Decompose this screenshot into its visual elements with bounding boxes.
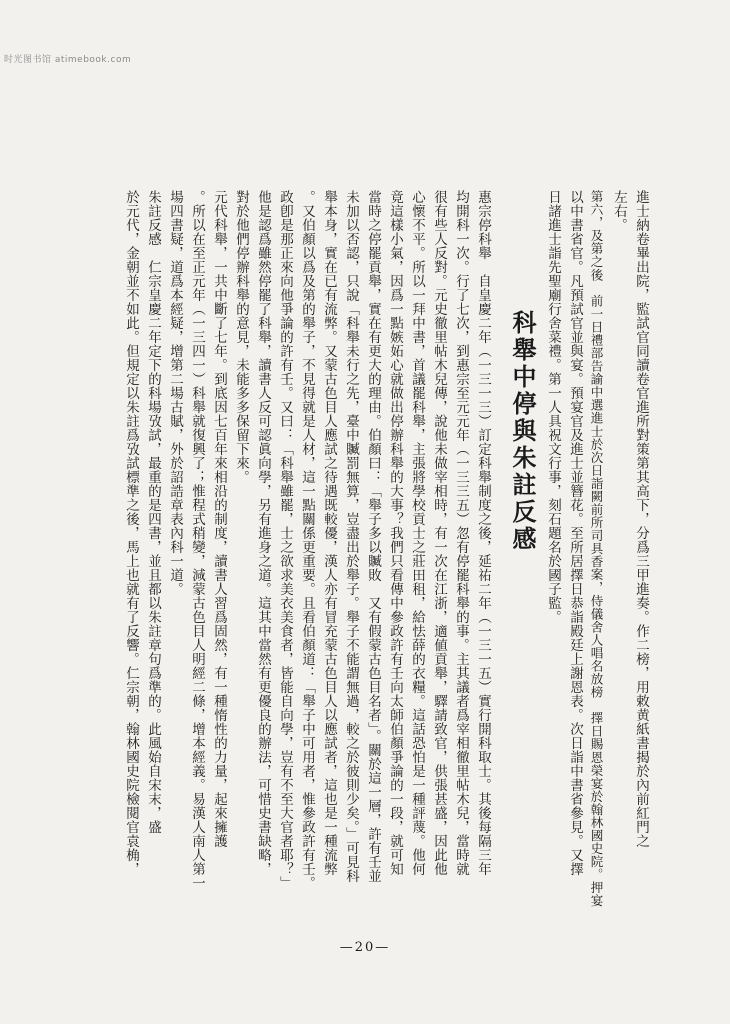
text-column-upper-1: 進士納卷畢出院，監試官同讀卷官進所對策第其高下，分爲三甲進奏。作二榜，用敕黄紙書揭於內前紅門之 <box>633 190 649 848</box>
text-column-lower-12: 對於他們停辦科舉的意見，未能多多保留下來。 <box>233 190 249 484</box>
text-column-lower-4: 心懷不平。所以一拜中書，首議罷科舉，主張將學校貢士之莊田租，給怯薛的衣糧。這話恐怕是一種評蔑。他何 <box>409 190 425 876</box>
page-number: —20— <box>339 940 391 955</box>
text-column-lower-8: 舉本身，實在已有流弊。又蒙古色目人應試之待遇既較優，漢人亦有冒充蒙古色目人以應試者，這也是一種流弊 <box>321 190 337 876</box>
text-column-lower-15: 場四書疑，道爲本經疑，增第二場古賦，外於詔誥章表內科一道。 <box>167 190 183 596</box>
section-title: 科舉中停與朱註反感 <box>508 310 537 553</box>
text-column-upper-5: 日諸進士詣先聖廟行舍菜禮。第一人具祝文行事，刻石題名於國子監。 <box>545 190 561 624</box>
text-column-lower-6: 當時之停罷貢舉，實在有更大的理由。伯顏曰：「舉子多以贓敗 又有假蒙古色目名者」。關於這一層，許有壬並 <box>365 190 381 884</box>
text-column-lower-5: 竟這樣小氣，因爲一點嫉妬心就做出停辦科舉的大事？我們只看傳中參政許有壬向太師伯顏爭論的一段，就可知 <box>387 190 403 876</box>
document-page <box>90 190 650 920</box>
text-column-lower-13: 元代科舉，一共中斷了七年。到底因七百年來相沿的制度，讀書人習爲固然，有一種惰性的力量，起來擁護 <box>211 190 227 848</box>
text-column-lower-2: 均開科一次。行了七次，到惠宗至元元年（一三三五）忽有停罷科舉的事。主其議者爲宰相徹里帖木兒，當時就 <box>453 190 469 876</box>
text-column-lower-3: 很有些人反對。元史徹里帖木兒傳，說他未做宰相時，有一次在江浙，適値貢舉，驛請致官，供張甚盛，因此他 <box>431 190 447 876</box>
text-column-lower-11: 他是認爲雖然停罷了科舉，讀書人反可認眞向學，另有進身之道。這其中當然有更優良的辦法，可惜史書缺略， <box>255 190 271 876</box>
text-column-upper-4: 以中書省官。凡預試官並與宴。預宴官及進士並簪花。至所居擇日恭詣殿廷上謝恩表。次日詣中書省參見。又擇 <box>567 190 583 876</box>
text-column-lower-14: 。所以在至正元年（一三四一）科舉就復興了；惟程式稍變，減蒙古色目人明經二條，增本經義。易漢人南人第一 <box>189 190 205 890</box>
watermark: 时光图书馆 atimebook.com <box>4 55 132 65</box>
text-column-upper-3: 第六，及第之後 前一日禮部告諭中選進士於次日詣闕前所司具香案，侍儀舍人唱名放榜 擇日賜恩榮宴於翰林國史院。押宴 <box>589 190 604 908</box>
text-column-lower-1: 惠宗停科舉 自皇慶二年（一三一三）訂定科舉制度之後，延祐二年（一三一五）實行開科取士。其後每隔三年 <box>475 190 491 876</box>
text-column-lower-10: 政卽是那正來向他爭論的許有壬。又曰：「科舉雖罷，士之欲求美衣美食者，皆能自向學，豈有不至大官者耶？」 <box>277 190 293 890</box>
text-column-upper-2: 左右。 <box>611 190 627 232</box>
text-column-lower-17: 於元代，金朝並不如此。但規定以朱註爲攷試標準之後，馬上也就有了反響。仁宗朝，翰林國史院檢閱官袁桷， <box>123 190 139 876</box>
text-column-lower-7: 未加以否認，只說「科舉未行之先，臺中贓罰無算，豈盡出於舉子。舉子不能謂無過，較之於彼則少矣。」可見科 <box>343 190 359 884</box>
text-column-lower-9: 。又伯顏以爲及第的舉子，不見得就是人材，這一點關係更重要。且看伯顏道：「舉子中可用者，惟參政許有壬。 <box>299 190 315 890</box>
text-column-lower-16: 朱註反感 仁宗皇慶二年定下的科場攷試，最重的是四書，並且都以朱註章句爲準的。此風始自宋末，盛 <box>145 190 161 834</box>
